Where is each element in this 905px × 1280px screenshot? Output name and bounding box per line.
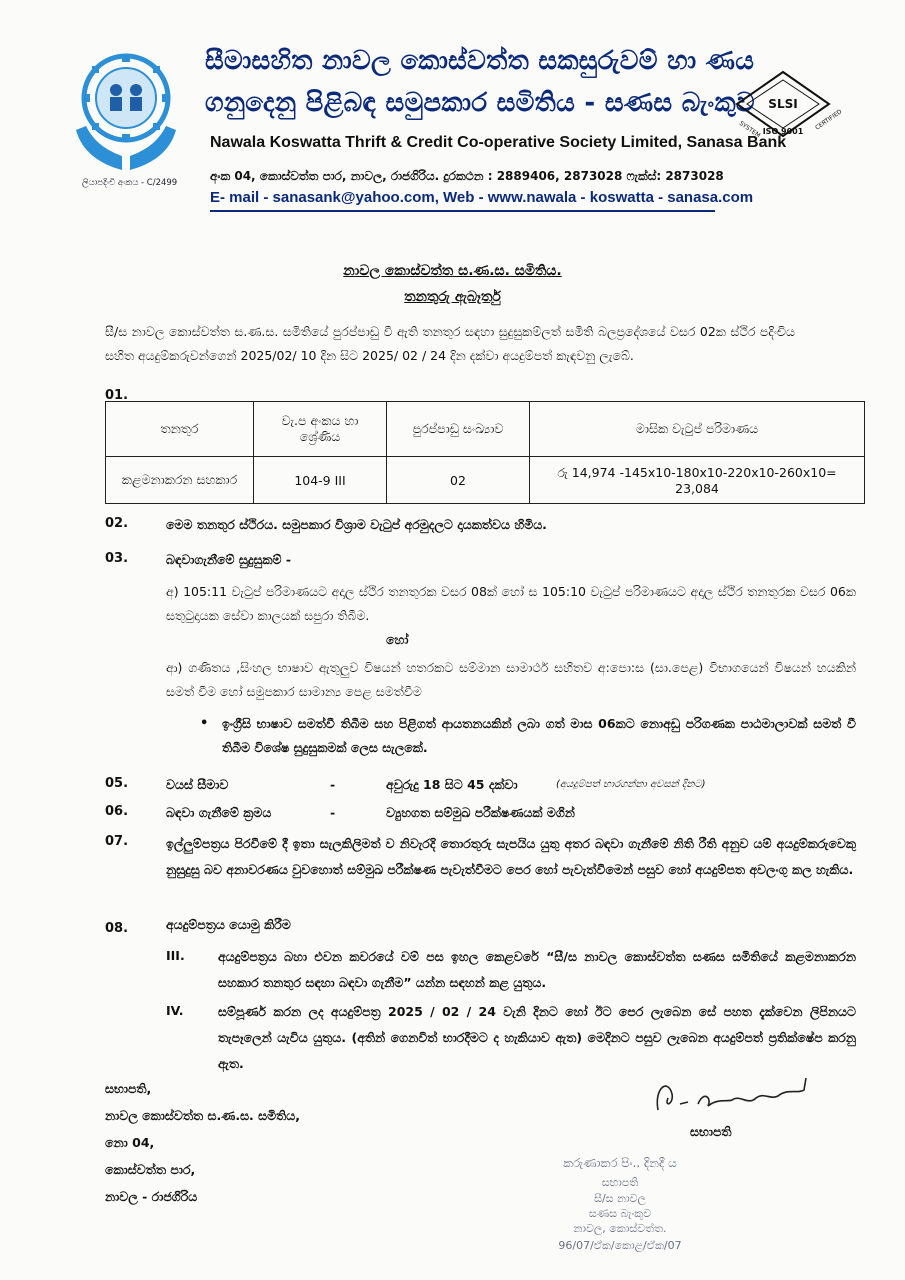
chairman-signature <box>628 1068 818 1120</box>
stamp-text: නාවල, කොස්වත්ත. <box>573 1222 667 1235</box>
stamp-text: සණස බැංකුව <box>588 1207 652 1220</box>
qualification-a: අ) 105:11 වැටුප් පරිමාණයට අදාල ස්ථිර තනතුරක වසර 08ක් හෝ ස 105:10 වැටුප් පරිමාණයට අදාල ස්ථිර තනතුරක වසර 06ක සතුටුදායක සේවා කාලයක් සපුරා තිබීම. <box>166 584 856 623</box>
sanasa-logo <box>72 52 180 174</box>
special-qualification: ඉංග්‍රීසි භාෂාව සමත්වී තිබීම සහ පිළිගත් ආයතනයකින් ලබා ගත් මාස 06කට නොඅඩු පරිගණක පාඨමාලාවක් සමත් වී තිබීම විශේෂ සුදුසුකමක් ලෙස සැලකේ. <box>222 716 856 755</box>
section-05-number: 05. <box>105 776 129 791</box>
age-limit-value: අවුරුදු 18 සිට 45 දක්වා <box>386 777 518 792</box>
stamp-text: සී/ස නාවල <box>594 1192 646 1205</box>
section-03-heading: බඳවාගැනීමේ සුදුසුකම් - <box>166 552 292 567</box>
col-header-vacancies: පුරප්පාඩු සංඛ්‍යාව <box>387 402 530 457</box>
item-iii-number: III. <box>166 948 185 963</box>
intro-paragraph: සී/ස නාවල කොස්වත්ත ස.ණ.ස. සමිතියේ පුරප්පාඩු වී ඇති තනතුර සඳහා සුදුසුකම්ලත් සමිති බලප්‍රදේශයේ වසර 02ක ස්ථිර පදිංචිය සහිත අයදුම්කරුවන්ගෙන් 2025/02/ 10 දින සිට 2025/ 02 / 24 දින දක්වා අයදුම්පත් කැඳවනු ලැබේ. <box>105 324 795 363</box>
section-03-number: 03. <box>105 551 129 566</box>
address-line: නාවල කොස්වත්ත ස.ණ.ස. සමිතිය, <box>105 1108 301 1123</box>
cell-salary-scale: රු 14,974 -145x10-180x10-220x10-260x10= 23,084 <box>530 457 865 504</box>
org-name-english: Nawala Koswatta Thrift & Credit Co-operative Society Limited, Sanasa Bank <box>210 134 787 151</box>
col-header-post: තනතුර <box>106 402 254 457</box>
iso-certification-logo <box>733 68 853 140</box>
org-name-sinhala-line1: සීමාසහිත නාවල කොස්වත්ත සකසුරුවම් හා ණය <box>205 46 755 76</box>
age-limit-note: (අයදුම්පත් භාරගන්නා අවසන් දිනට) <box>556 779 706 790</box>
item-iv-number: IV. <box>166 1003 184 1018</box>
table-header-row <box>106 402 865 457</box>
section-07-number: 07. <box>105 834 129 849</box>
official-stamp <box>510 1148 730 1258</box>
cell-vacancies: 02 <box>387 457 530 504</box>
qualification-b: ආ) ගණිතය ,සිංහල භාෂාව ඇතුලුව විෂයන් හතරකට සම්මාන සාමාර්ථ සහිතව අ:පො:ස (සා.පෙළ) විභාගයෙන් විෂයන් හයකින් සමත් වීම හෝ සමුපකාර සාමාන්‍ය පෙළ සමත්වීම <box>166 660 856 699</box>
section-08-heading: අයදුම්පත්‍රය යොමු කිරීම <box>166 917 291 932</box>
slsi-ring-left: SYSTEM <box>737 119 762 140</box>
org-name-sinhala-line2: ගනුදෙනු පිළිබඳ සමුපකාර සමිතිය - සණස බැංකුව <box>205 88 755 118</box>
address-line: කොස්වත්ත පාර, <box>105 1162 196 1177</box>
header-divider <box>210 210 715 212</box>
cell-post: කළමනාකරන සහකාර <box>106 457 254 504</box>
iso-label: ISO 9001 <box>762 127 804 136</box>
bullet-icon: • <box>200 716 209 731</box>
item-iv-text: සම්පූර්ණ කරන ලද අයදුම්පත්‍ර 2025 / 02 / 24 වැනි දිනට හෝ ඊට පෙර ලැබෙන සේ පහත දැක්වෙන ලිපිනයට තැපෑලෙන් යැවිය යුතුය. (අතින් ගෙනවිත් භාරදීමට ද හැකියාව ඇත) මෙදිනට පසුව ලැබෙන අයදුම්පත් ප්‍රතික්ෂේප කරනු ඇත. <box>218 1004 856 1071</box>
address-block <box>105 1075 300 1210</box>
cell-salary-code: 104-9 III <box>254 457 387 504</box>
stamp-text: සභාපති <box>601 1176 639 1189</box>
address-line: නාවල - රාජගිරිය <box>105 1189 198 1204</box>
section-08-number: 08. <box>105 921 129 936</box>
slsi-label: SLSI <box>768 97 798 111</box>
item-iii-text: අයදුම්පත්‍රය බහා එවන කවරයේ වම් පස ඉහල කෙළවරේ “සී/ස නාවල කොස්වත්ත සණස සමිතියේ කළමනාකරන සහකාර තනතුර සඳහා බඳවා ගැනීම” යන්න සඳහන් කළ යුතුය. <box>218 949 856 990</box>
notice-title: නාවල කොස්වත්ත ස.ණ.ස. සමිතිය. <box>343 263 562 279</box>
age-limit-label: වයස් සීමාව <box>166 777 229 792</box>
address-phone-line: අංක 04, කොස්වත්ත පාර, නාවල, රාජගිරිය. දුරකථන : 2889406, 2873028 ෆැක්ස්: 2873028 <box>210 169 724 183</box>
col-header-salary-scale: මාසික වැටුප් පරිමාණය <box>530 402 865 457</box>
recruitment-method-dash: - <box>330 805 336 820</box>
vacancy-table <box>105 401 865 504</box>
stamp-text-top: කරුණාකර පිං.. දිනදී ය <box>563 1156 677 1170</box>
col-header-salary-code: වැ.ප අංකය හා ශ්‍රේණිය <box>254 402 387 457</box>
table-row <box>106 457 865 504</box>
notice-subtitle: තනතුරු ඇබෑර්තු <box>404 289 501 305</box>
section-02-text: මෙම තනතුර ස්ථිරය. සමුපකාර විශ්‍රාම වැටුප් අරමුදලට දායකත්වය හිමිය. <box>166 517 547 532</box>
registration-number: ලියාපදිංචි අංකය - C/2499 <box>82 178 178 188</box>
qualification-or: හෝ <box>386 632 409 647</box>
section-02-number: 02. <box>105 516 129 531</box>
age-limit-dash: - <box>330 777 336 792</box>
stamp-text: 96/07/ඒක/කොළ/ඒක/07 <box>558 1239 682 1252</box>
email-web-line: E- mail - sanasank@yahoo.com, Web - www.nawala - koswatta - sanasa.com <box>210 189 754 206</box>
address-line: නො 04, <box>105 1135 155 1150</box>
section-07-text: ඉල්ලුම්පත්‍රය පිරවීමේ දී ඉතා සැලකිලිමත් ව නිවැරදි තොරතුරු සැපයිය යුතු අතර බඳවා ගැනීමේ නිති රීති අනුව යම් අයදුම්කරුවෙකු නුසුදුසු බව අනාවරණය වුවහොත් සම්මුඛ පරීක්ෂණ පැවැත්වීමට පෙර හෝ පැවැත්වීමෙන් පසුව හෝ අයදුම්පත අවලංගු කල හැකිය. <box>166 836 856 877</box>
signature-title: සභාපති <box>690 1124 732 1139</box>
address-line: සභාපති, <box>105 1081 152 1096</box>
section-06-number: 06. <box>105 804 129 819</box>
section-01-number: 01. <box>105 388 129 403</box>
slsi-ring-right: CERTIFIED <box>814 108 844 132</box>
recruitment-method-value: ව්‍යුහගත සම්මුඛ පරීක්ෂණයක් මගින් <box>386 805 575 820</box>
recruitment-method-label: බඳවා ගැනීමේ ක්‍රමය <box>166 805 272 820</box>
